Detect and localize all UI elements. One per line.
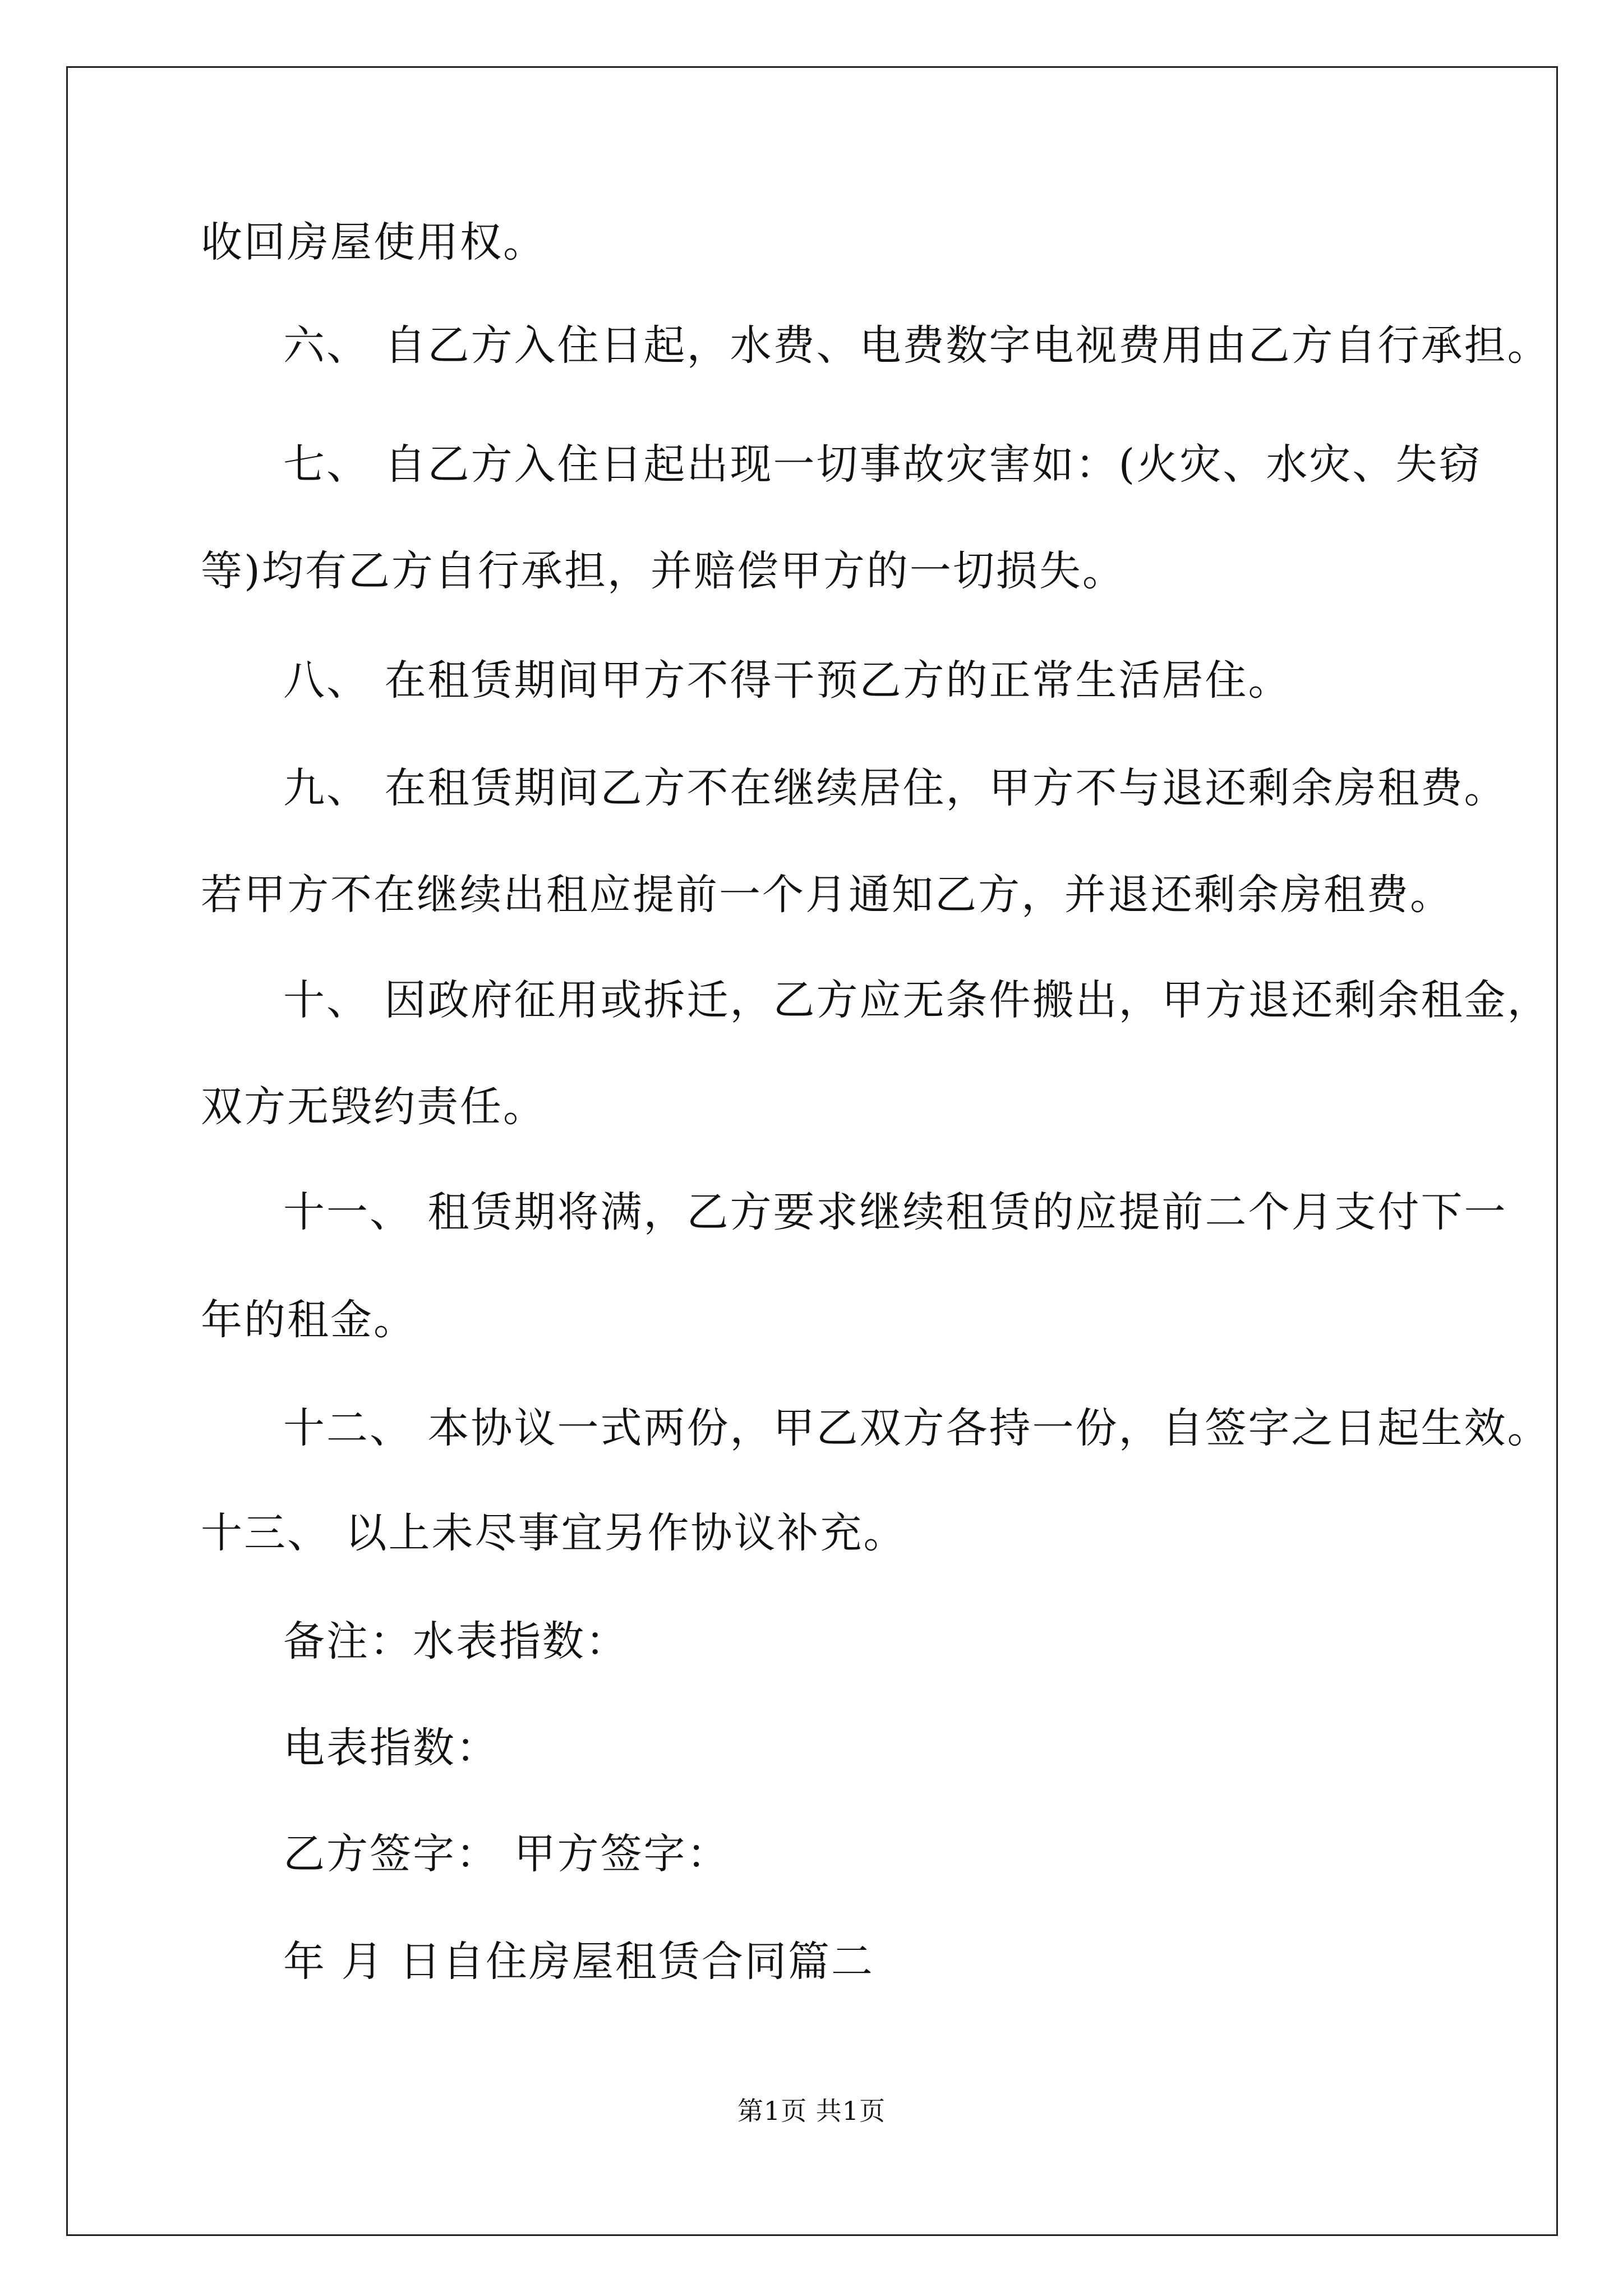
clause-8: 八、 在租赁期间甲方不得干预乙方的正常生活居住。 <box>283 656 1292 705</box>
clause-9-continued: 若甲方不在继续出租应提前一个月通知乙方，并退还剩余房租费。 <box>201 871 1453 919</box>
clause-10-continued: 双方无毁约责任。 <box>201 1083 546 1131</box>
clause-7-continued: 等)均有乙方自行承担，并赔偿甲方的一切损失。 <box>201 547 1126 595</box>
text-line-1: 收回房屋使用权。 <box>201 218 546 266</box>
date-and-next-title: 年 月 日自住房屋租赁合同篇二 <box>283 1938 875 1986</box>
clause-13: 十三、 以上未尽事宜另作协议补充。 <box>201 1509 907 1557</box>
page-border <box>66 66 1558 2236</box>
remarks-water-meter: 备注：水表指数： <box>283 1617 629 1665</box>
clause-11: 十一、 租赁期将满，乙方要求继续租赁的应提前二个月支付下一 <box>283 1188 1507 1236</box>
signature-line: 乙方签字： 甲方签字： <box>283 1830 730 1878</box>
clause-7: 七、 自乙方入住日起出现一切事故灾害如：(火灾、水灾、失窃 <box>283 440 1482 489</box>
clause-6: 六、 自乙方入住日起，水费、电费数字电视费用由乙方自行承担。 <box>283 321 1551 370</box>
clause-12: 十二、 本协议一式两份，甲乙双方各持一份，自签字之日起生效。 <box>283 1404 1551 1452</box>
clause-10: 十、 因政府征用或拆迁，乙方应无条件搬出，甲方退还剩余租金， <box>283 976 1551 1024</box>
remarks-electric-meter: 电表指数： <box>283 1724 499 1772</box>
clause-9: 九、 在租赁期间乙方不在继续居住，甲方不与退还剩余房租费。 <box>283 764 1507 812</box>
page-number-footer: 第1页 共1页 <box>737 2096 886 2126</box>
clause-11-continued: 年的租金。 <box>201 1296 417 1344</box>
